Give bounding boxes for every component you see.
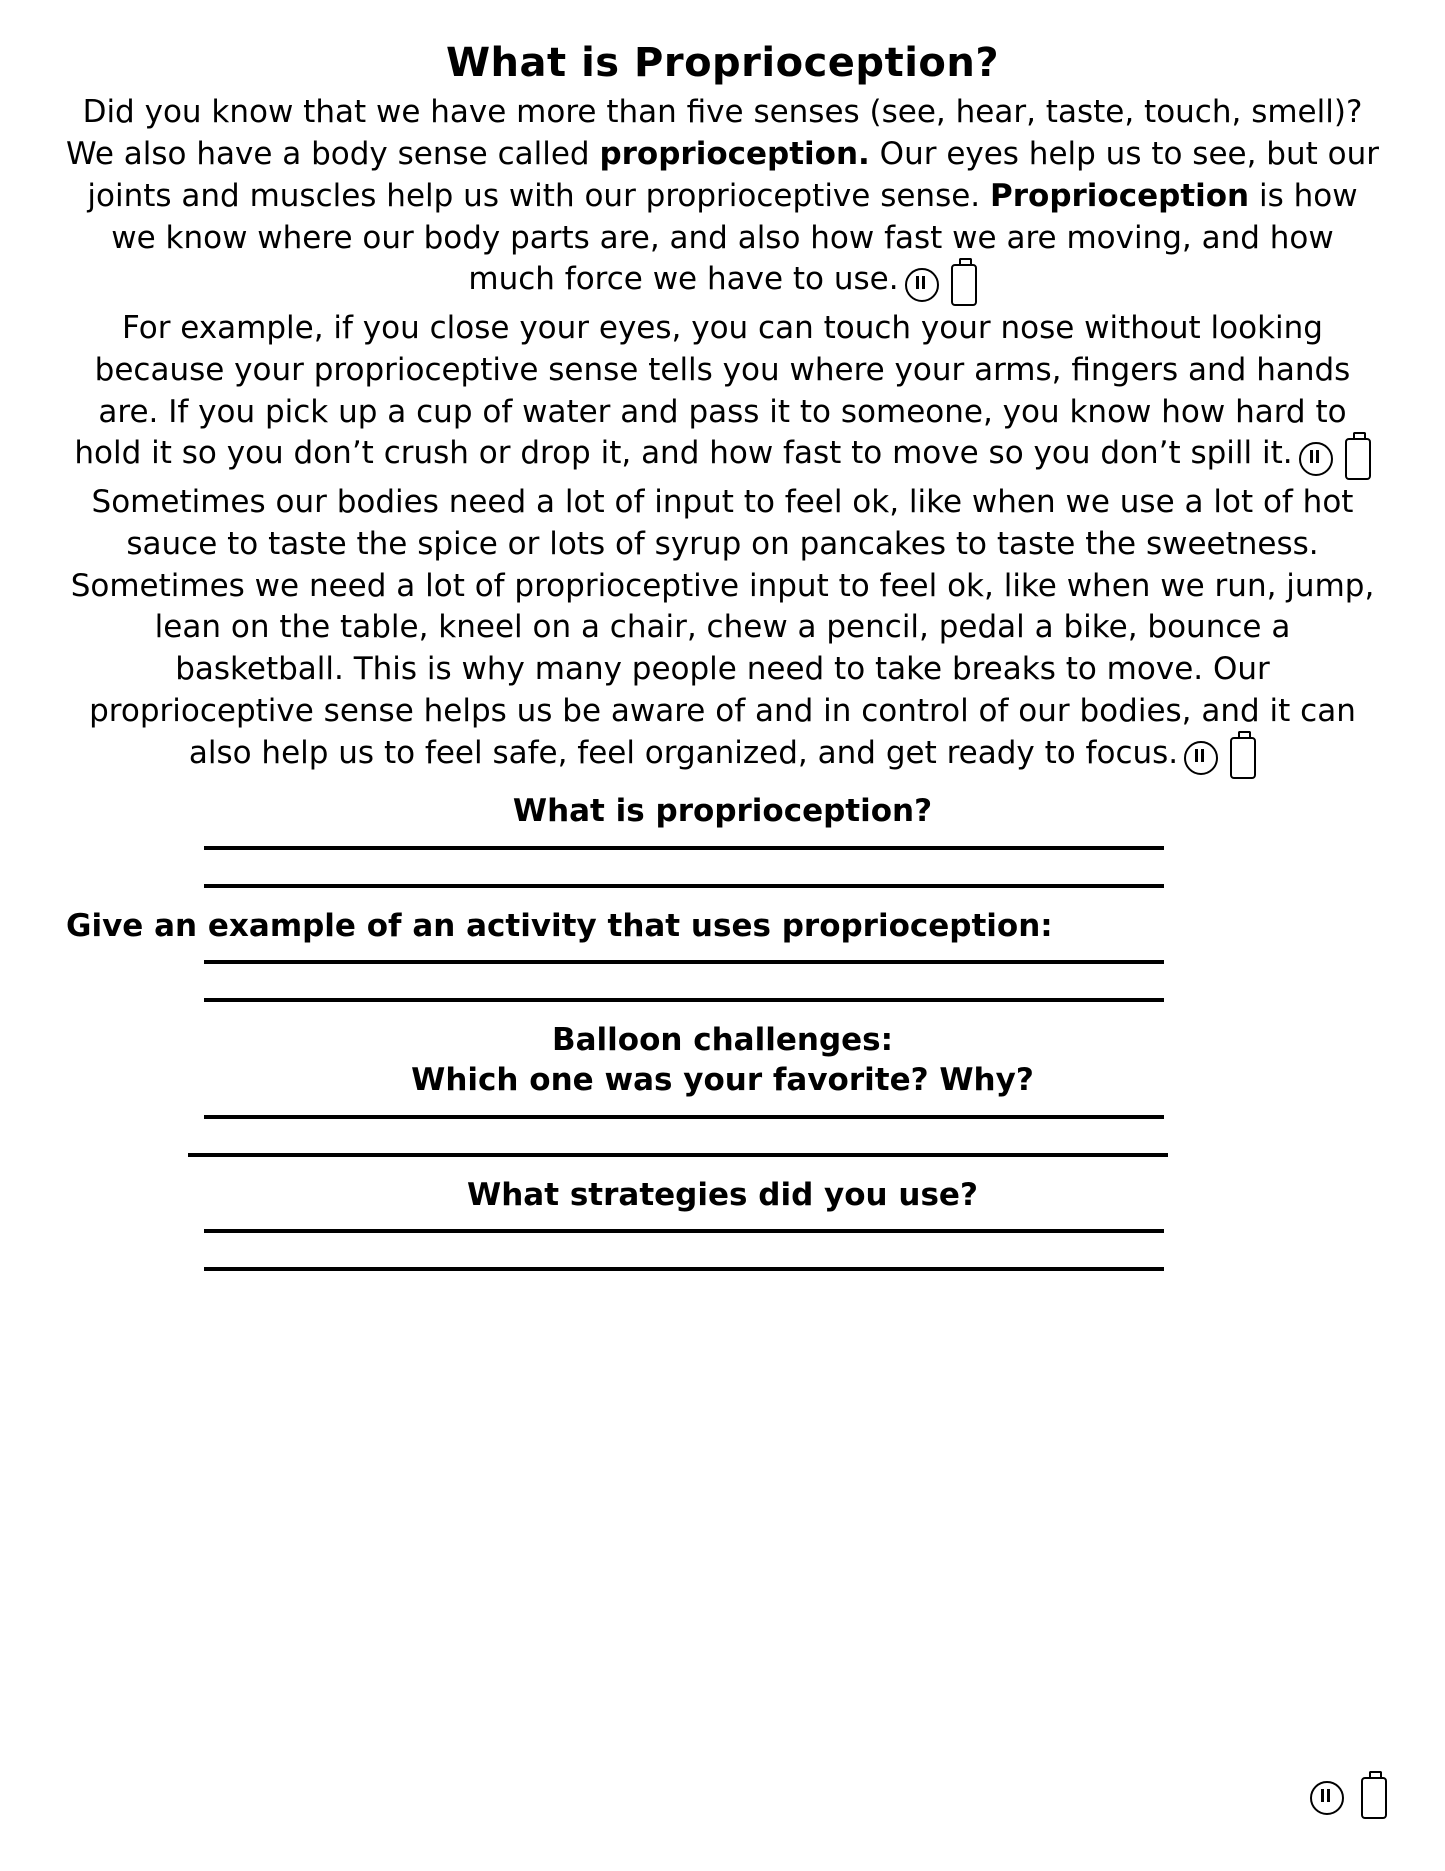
audio-block-icon[interactable] xyxy=(1345,438,1371,480)
paragraph-2 xyxy=(58,308,1387,480)
question-2-label: Give an example of an activity that uses proprioception: xyxy=(66,907,1053,944)
answer-line[interactable] xyxy=(204,1229,1164,1233)
audio-widget-4[interactable] xyxy=(1310,1777,1387,1819)
answer-line[interactable] xyxy=(188,1153,1168,1157)
paragraph-1 xyxy=(58,92,1387,306)
question-4-answer-lines[interactable] xyxy=(158,1229,1288,1271)
question-1-answer-lines[interactable] xyxy=(158,846,1288,888)
pause-icon[interactable] xyxy=(1310,1781,1344,1815)
audio-widget-1[interactable] xyxy=(905,263,977,306)
question-3-answer-lines[interactable] xyxy=(158,1115,1288,1157)
audio-widget-3[interactable] xyxy=(1184,737,1256,780)
paragraph-2-text: For example, if you close your eyes, you can touch your nose without looking because your proprioceptive sense tells you where your arms, fingers and hands are. If you pick up a cup of water and pass it to someone, you know how hard to hold it so you don’t crush or drop it, and how fast to move so you don’t spill it. xyxy=(74,309,1351,472)
answer-line[interactable] xyxy=(204,1267,1164,1271)
audio-widget-2[interactable] xyxy=(1299,437,1371,480)
paragraph-3-text: Sometimes our bodies need a lot of input to feel ok, like when we use a lot of hot sauce to taste the spice or lots of syrup on pancakes to taste the sweetness. Sometimes we need a lot of proprioceptive input to feel ok, like when we run, jump, lean on the table, kneel on a chair, chew a pencil, pedal a bike, bounce a basketball. This is why many people need to take breaks to move. Our proprioceptive sense helps us be aware of and in control of our bodies, and it can also help us to feel safe, feel organized, and get ready to focus. xyxy=(70,483,1375,771)
answer-line[interactable] xyxy=(204,960,1164,964)
answer-line[interactable] xyxy=(204,884,1164,888)
question-2-answer-lines[interactable] xyxy=(158,960,1288,1002)
paragraph-1-text-c: is how we know where our body parts are, and also how fast we are moving, and how much force we have to use. xyxy=(111,177,1358,298)
answer-line[interactable] xyxy=(204,846,1164,850)
audio-block-icon[interactable] xyxy=(1361,1777,1387,1819)
question-4-label: What strategies did you use? xyxy=(467,1176,978,1213)
paragraph-1-text-a: Did you know that we have more than five senses (see, hear, taste, touch, smell)? We also have a body sense called xyxy=(66,94,1363,172)
paragraph-1-bold-b: Proprioception xyxy=(990,177,1250,214)
pause-icon[interactable] xyxy=(905,268,939,302)
pause-icon[interactable] xyxy=(1299,442,1333,476)
question-3-label-line1: Balloon challenges: xyxy=(551,1022,894,1059)
paragraph-1-bold-a: proprioception. xyxy=(599,135,870,172)
question-3-label-line2: Which one was your favorite? Why? xyxy=(411,1062,1034,1099)
page-title: What is Proprioception? xyxy=(445,40,1000,86)
audio-block-icon[interactable] xyxy=(1230,737,1256,779)
answer-line[interactable] xyxy=(204,1115,1164,1119)
audio-block-icon[interactable] xyxy=(951,264,977,306)
pause-icon[interactable] xyxy=(1184,741,1218,775)
question-1-label: What is proprioception? xyxy=(512,793,933,830)
answer-line[interactable] xyxy=(204,998,1164,1002)
paragraph-3 xyxy=(58,482,1387,780)
paragraph-1-text-b: Our eyes help us to see, but our joints and muscles help us with our proprioceptive sense. xyxy=(87,135,1379,214)
